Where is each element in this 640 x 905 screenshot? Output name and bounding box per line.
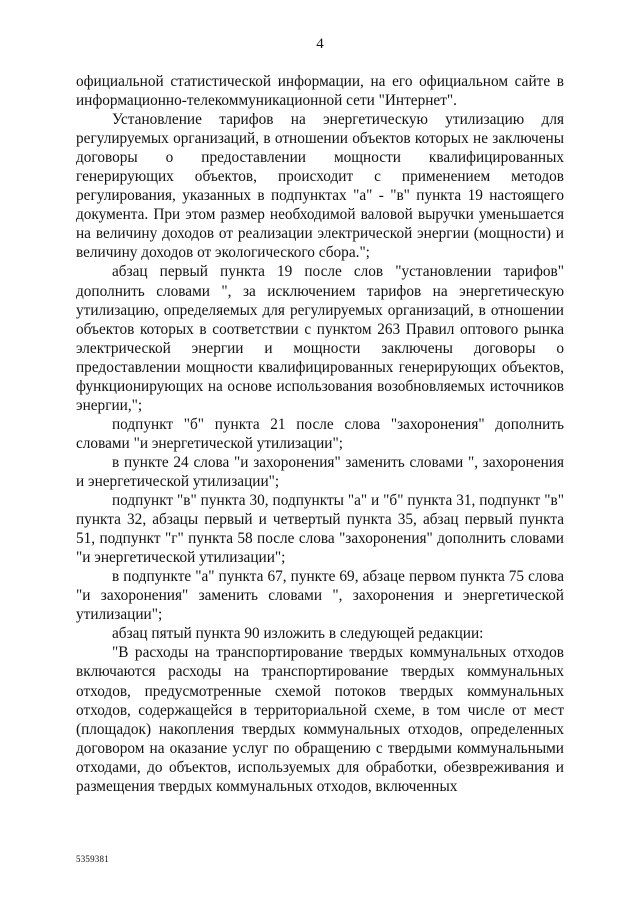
paragraph: в пункте 24 слова "и захоронения" заменить словами ", захоронения и энергетической утилизации";: [76, 453, 564, 490]
paragraph: абзац первый пункта 19 после слов "установлении тарифов" дополнить словами ", за исключением тарифов на энергетическую утилизацию, определяемых для регулируемых организаций, в отношении объектов которых в соответствии с пунктом 263 Правил оптового рынка электрической энергии и мощности заключены договоры о предоставлении мощности квалифицированных генерирующих объектов, функционирующих на основе использования возобновляемых источников энергии,";: [76, 263, 564, 414]
paragraph: подпункт "в" пункта 30, подпункты "а" и "б" пункта 31, подпункт "в" пункта 32, абзацы первый и четвертый пункта 35, абзац первый пункта 51, подпункт "г" пункта 58 после слова "захоронения" дополнить словами "и энергетической утилизации";: [76, 492, 564, 567]
paragraph: в подпункте "а" пункта 67, пункте 69, абзаце первом пункта 75 слова "и захоронения" заменить словами ", захоронения и энергетической утилизации";: [76, 568, 564, 624]
paragraph: "В расходы на транспортирование твердых коммунальных отходов включаются расходы на транспортирование твердых коммунальных отходов, предусмотренные схемой потоков твердых коммунальных отходов, содержащейся в территориальной схеме, в том числе от мест (площадок) накопления твердых коммунальных отходов, определенных договором на оказание услуг по обращению с твердыми коммунальными отходами, до объектов, используемых для обработки, обезвреживания и размещения твердых коммунальных отходов, включенных: [76, 644, 564, 795]
paragraph: Установление тарифов на энергетическую утилизацию для регулируемых организаций, в отношении объектов которых не заключены договоры о предоставлении мощности квалифицированных генерирующих объектов, происходит с применением методов регулирования, указанных в подпунктах "а" - "в" пункта 19 настоящего документа. При этом размер необходимой валовой выручки уменьшается на величину доходов от реализации электрической энергии (мощности) и величину доходов от экологического сбора.";: [76, 111, 564, 262]
paragraph: подпункт "б" пункта 21 после слова "захоронения" дополнить словами "и энергетической утилизации";: [76, 415, 564, 452]
document-code: 5359381: [76, 854, 109, 864]
paragraph: официальной статистической информации, на его официальном сайте в информационно-телекоммуникационной сети "Интернет".: [76, 73, 564, 110]
page-number: 4: [316, 36, 324, 52]
paragraph: абзац пятый пункта 90 изложить в следующей редакции:: [112, 625, 484, 643]
document-body: [76, 72, 564, 796]
